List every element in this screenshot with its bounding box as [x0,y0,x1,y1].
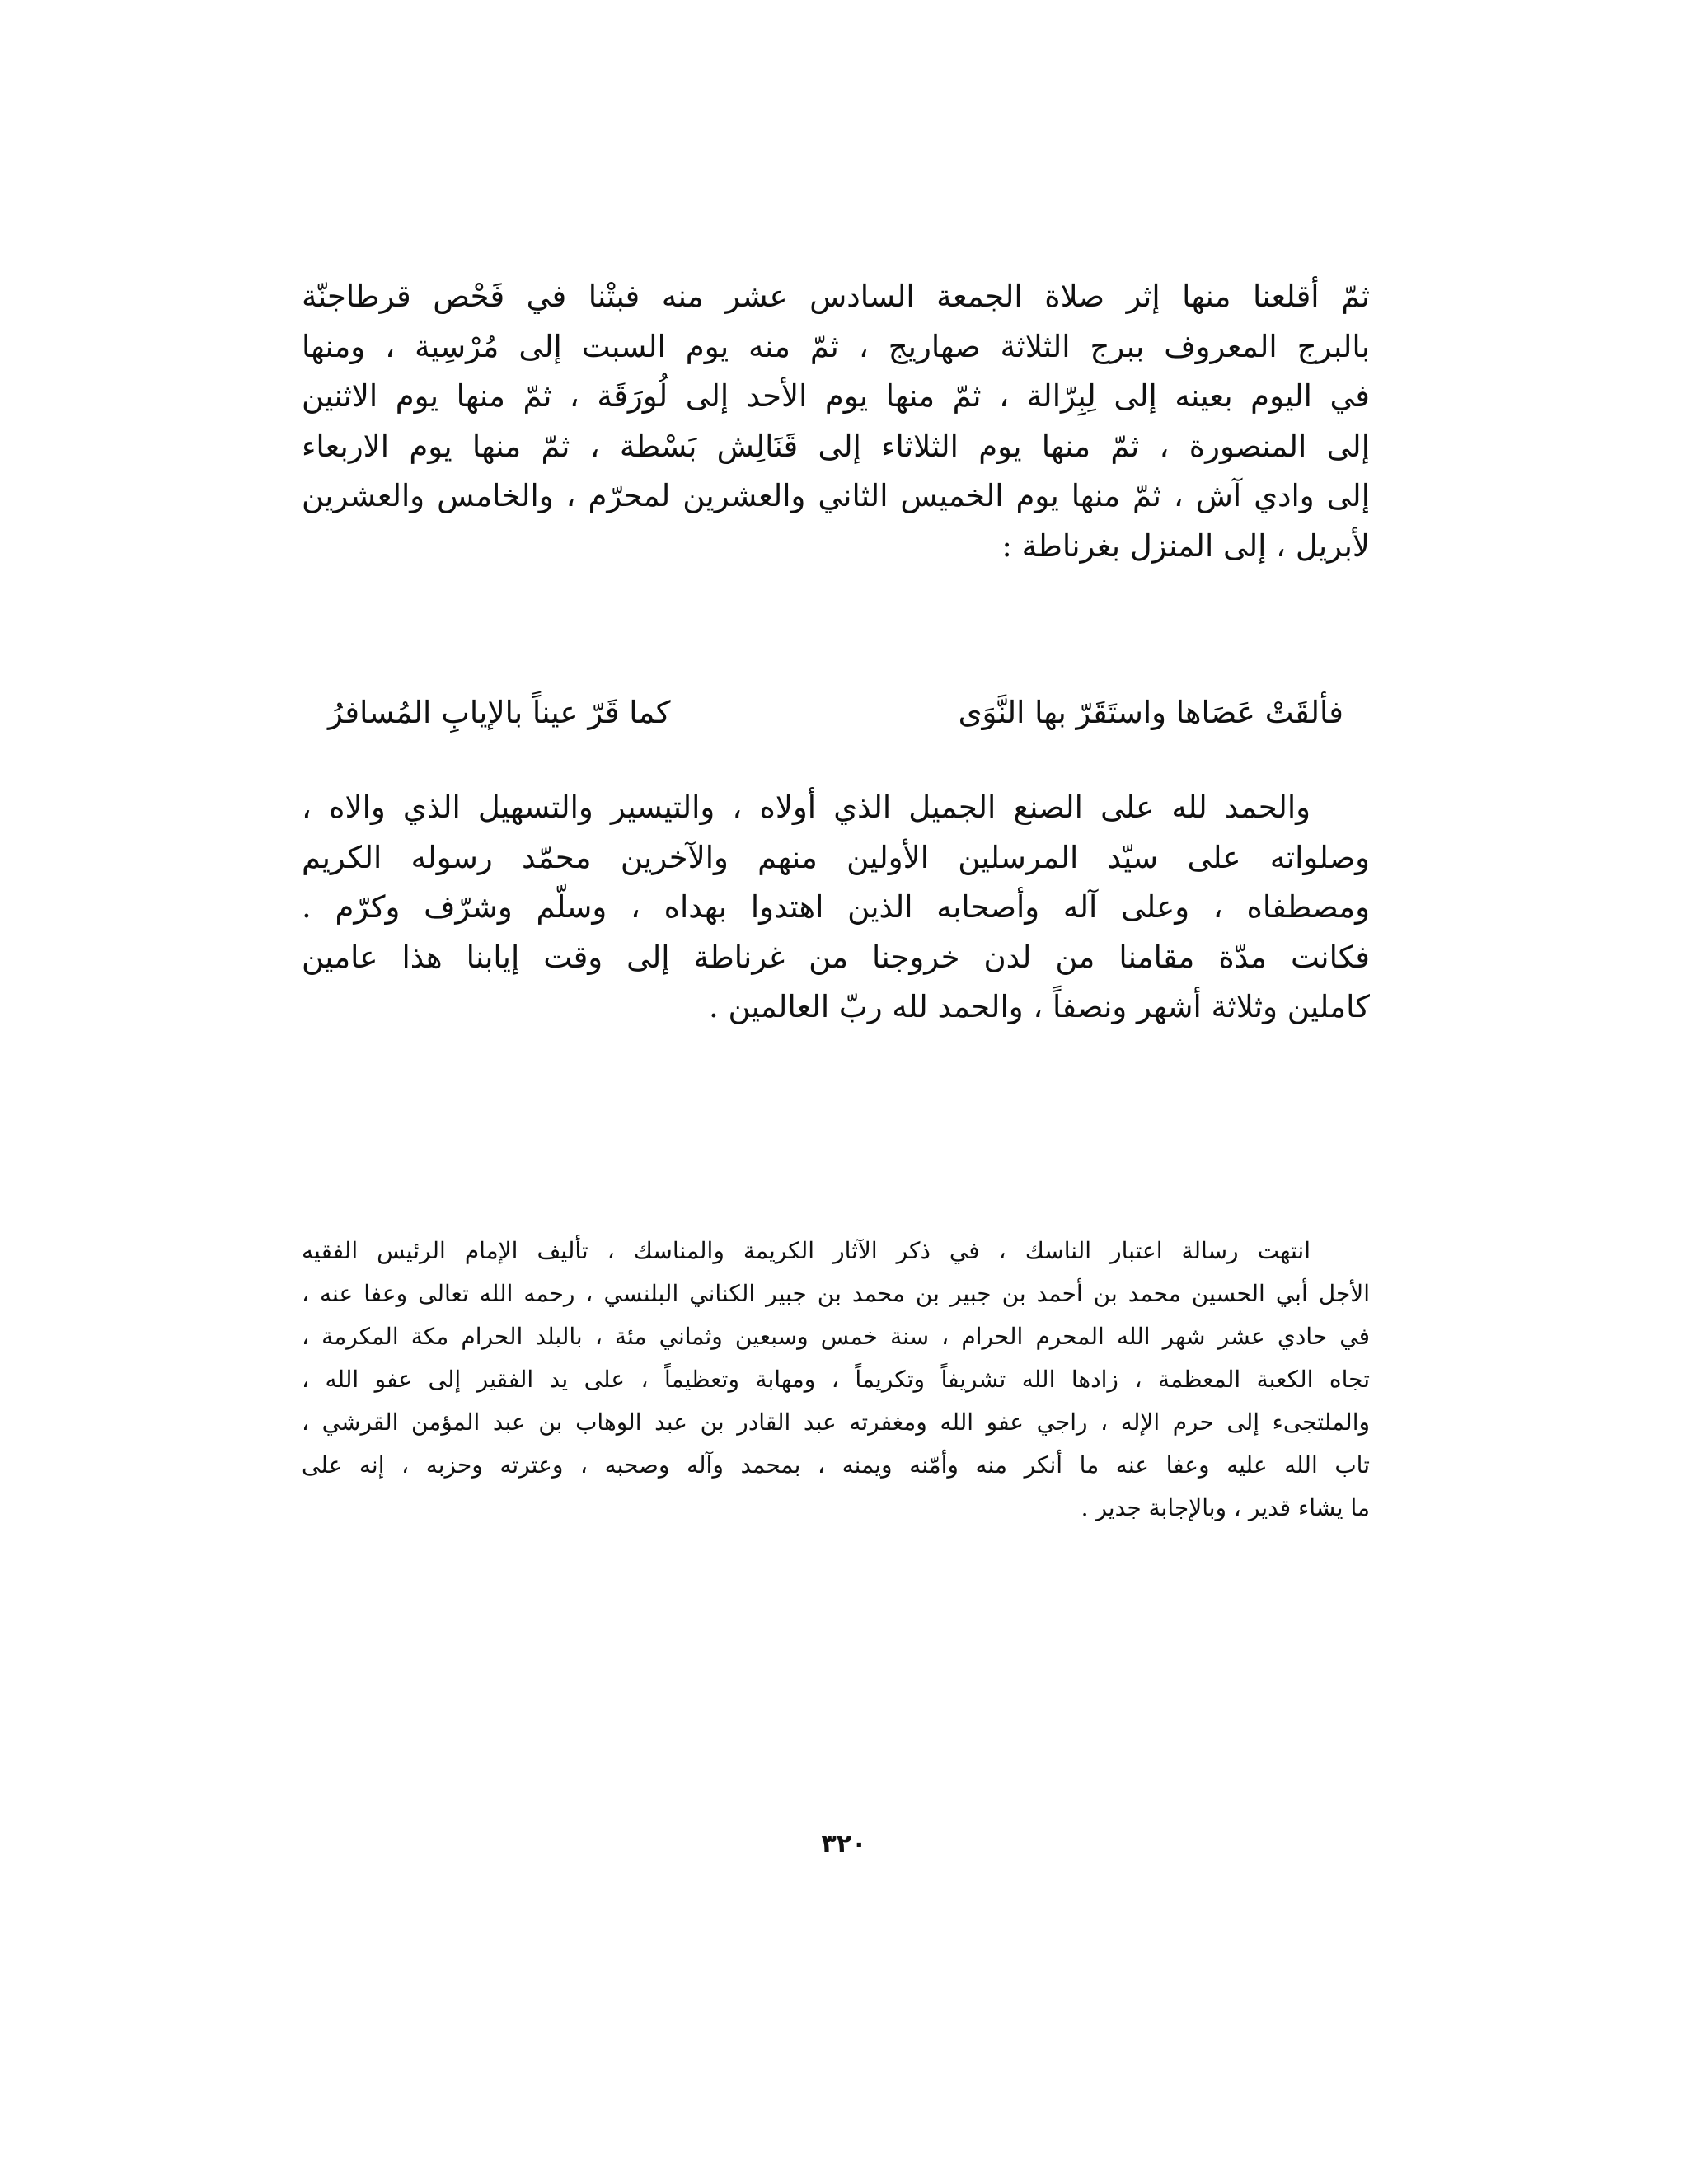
text-line: إلى وادي آش ، ثمّ منها يوم الخميس الثاني والعشرين لمحرّم ، والخامس والعشرين [302,478,1370,513]
narrative-paragraph [302,272,1370,571]
poetry-verse [302,684,1370,742]
colophon-line: في حادي عشر شهر الله المحرم الحرام ، سنة خمس وسبعين وثماني مئة ، بالبلد الحرام مكة المكرمة ، [302,1323,1370,1350]
verse-second-hemistich: كما قَرّ عيناً بالإيابِ المُسافرُ [328,695,671,730]
page-number: ٣٢٠ [821,1830,867,1858]
text-line: فكانت مدّة مقامنا من لدن خروجنا من غرناطة إلى وقت إيابنا هذا عامين [302,939,1370,975]
colophon-paragraph [302,1230,1370,1530]
colophon-line: انتهت رسالة اعتبار الناسك ، في ذكر الآثار الكريمة والمناسك ، تأليف الإمام الرئيس الفقيه [302,1237,1311,1264]
text-line: وصلواته على سيّد المرسلين الأولين منهم والآخرين محمّد رسوله الكريم [302,839,1370,875]
closing-paragraph [302,783,1370,1033]
text-line: ومصطفاه ، وعلى آله وأصحابه الذين اهتدوا بهداه ، وسلّم وشرّف وكرّم . [302,889,1370,925]
text-line: لأبريل ، إلى المنزل بغرناطة : [1001,527,1370,564]
colophon-line: تجاه الكعبة المعظمة ، زادها الله تشريفاً وتكريماً ، ومهابة وتعظيماً ، على يد الفقير إلى عفو الله ، [302,1366,1370,1393]
text-line: إلى المنصورة ، ثمّ منها يوم الثلاثاء إلى قَنَالِش بَسْطة ، ثمّ منها يوم الاربعاء [302,428,1370,464]
text-line: والحمد لله على الصنع الجميل الذي أولاه ، والتيسير والتسهيل الذي والاه ، [302,790,1311,825]
text-line: بالبرج المعروف ببرج الثلاثة صهاريج ، ثمّ منه يوم السبت إلى مُرْسِية ، ومنها [302,328,1370,364]
verse-first-hemistich: فألقَتْ عَصَاها واستَقَرّ بها النَّوَى [958,695,1343,730]
colophon-line: ما يشاء قدير ، وبالإجابة جدير . [1081,1494,1370,1521]
text-line: كاملين وثلاثة أشهر ونصفاً ، والحمد لله ربّ العالمين . [708,989,1370,1024]
text-line: ثمّ أقلعنا منها إثر صلاة الجمعة السادس عشر منه فبتْنا في فَحْص قرطاجنّة [302,279,1370,314]
text-line: في اليوم بعينه إلى لِبِرّالة ، ثمّ منها يوم الأحد إلى لُورَقَة ، ثمّ منها يوم الاثنين [302,378,1370,414]
colophon-line: والملتجىء إلى حرم الإله ، راجي عفو الله ومغفرته عبد القادر بن عبد الوهاب بن عبد المؤمن القرشي ، [302,1408,1370,1436]
colophon-line: تاب الله عليه وعفا عنه ما أنكر منه وأمّنه ويمنه ، بمحمد وآله وصحبه ، وعترته وحزبه ، إنه على [302,1451,1370,1479]
colophon-line: الأجل أبي الحسين محمد بن أحمد بن جبير بن محمد بن جبير الكناني البلنسي ، رحمه الله تعالى وعفا عنه ، [302,1280,1370,1307]
